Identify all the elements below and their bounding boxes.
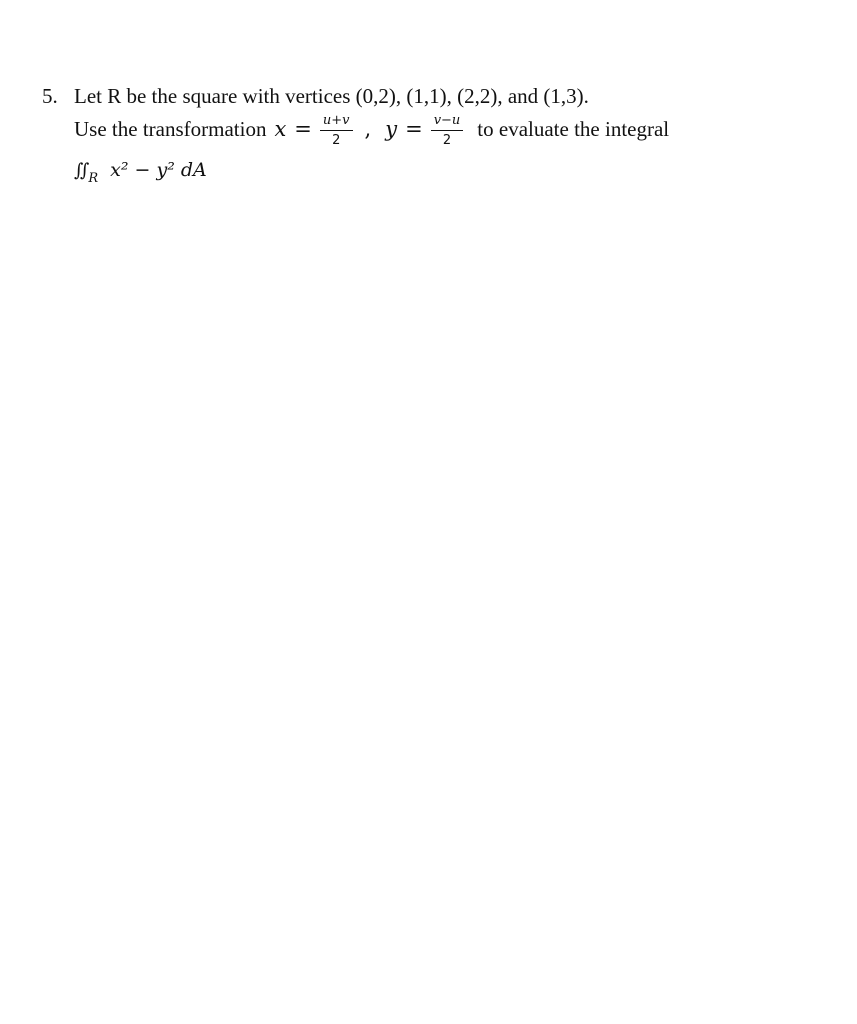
integral-region: R [88,171,99,186]
x-fraction [320,114,353,148]
integrand: x² − y² dA [110,159,207,181]
x-denominator: 2 [332,133,341,148]
problem-statement-line2 [74,113,822,148]
x-equals: = [294,117,312,141]
problem-5 [42,82,822,188]
problem-statement-line1 [42,82,822,110]
transformation-suffix: to evaluate the integral [477,117,670,141]
y-equals: = [405,117,423,141]
problem-number: 5. [42,84,58,108]
separator-comma: , [364,117,372,141]
double-integral-symbol: ∬ [74,160,86,181]
y-variable: y [385,117,398,141]
x-variable: x [274,117,287,141]
transformation-prefix: Use the transformation [74,117,267,141]
y-numerator: v−u [431,114,464,131]
integral-expression [74,155,822,188]
y-fraction [431,114,464,148]
x-numerator: u+v [320,114,353,131]
y-denominator: 2 [442,133,452,148]
problem-text: Let R be the square with vertices (0,2), (1,1), (2,2), and (1,3). [74,84,589,108]
